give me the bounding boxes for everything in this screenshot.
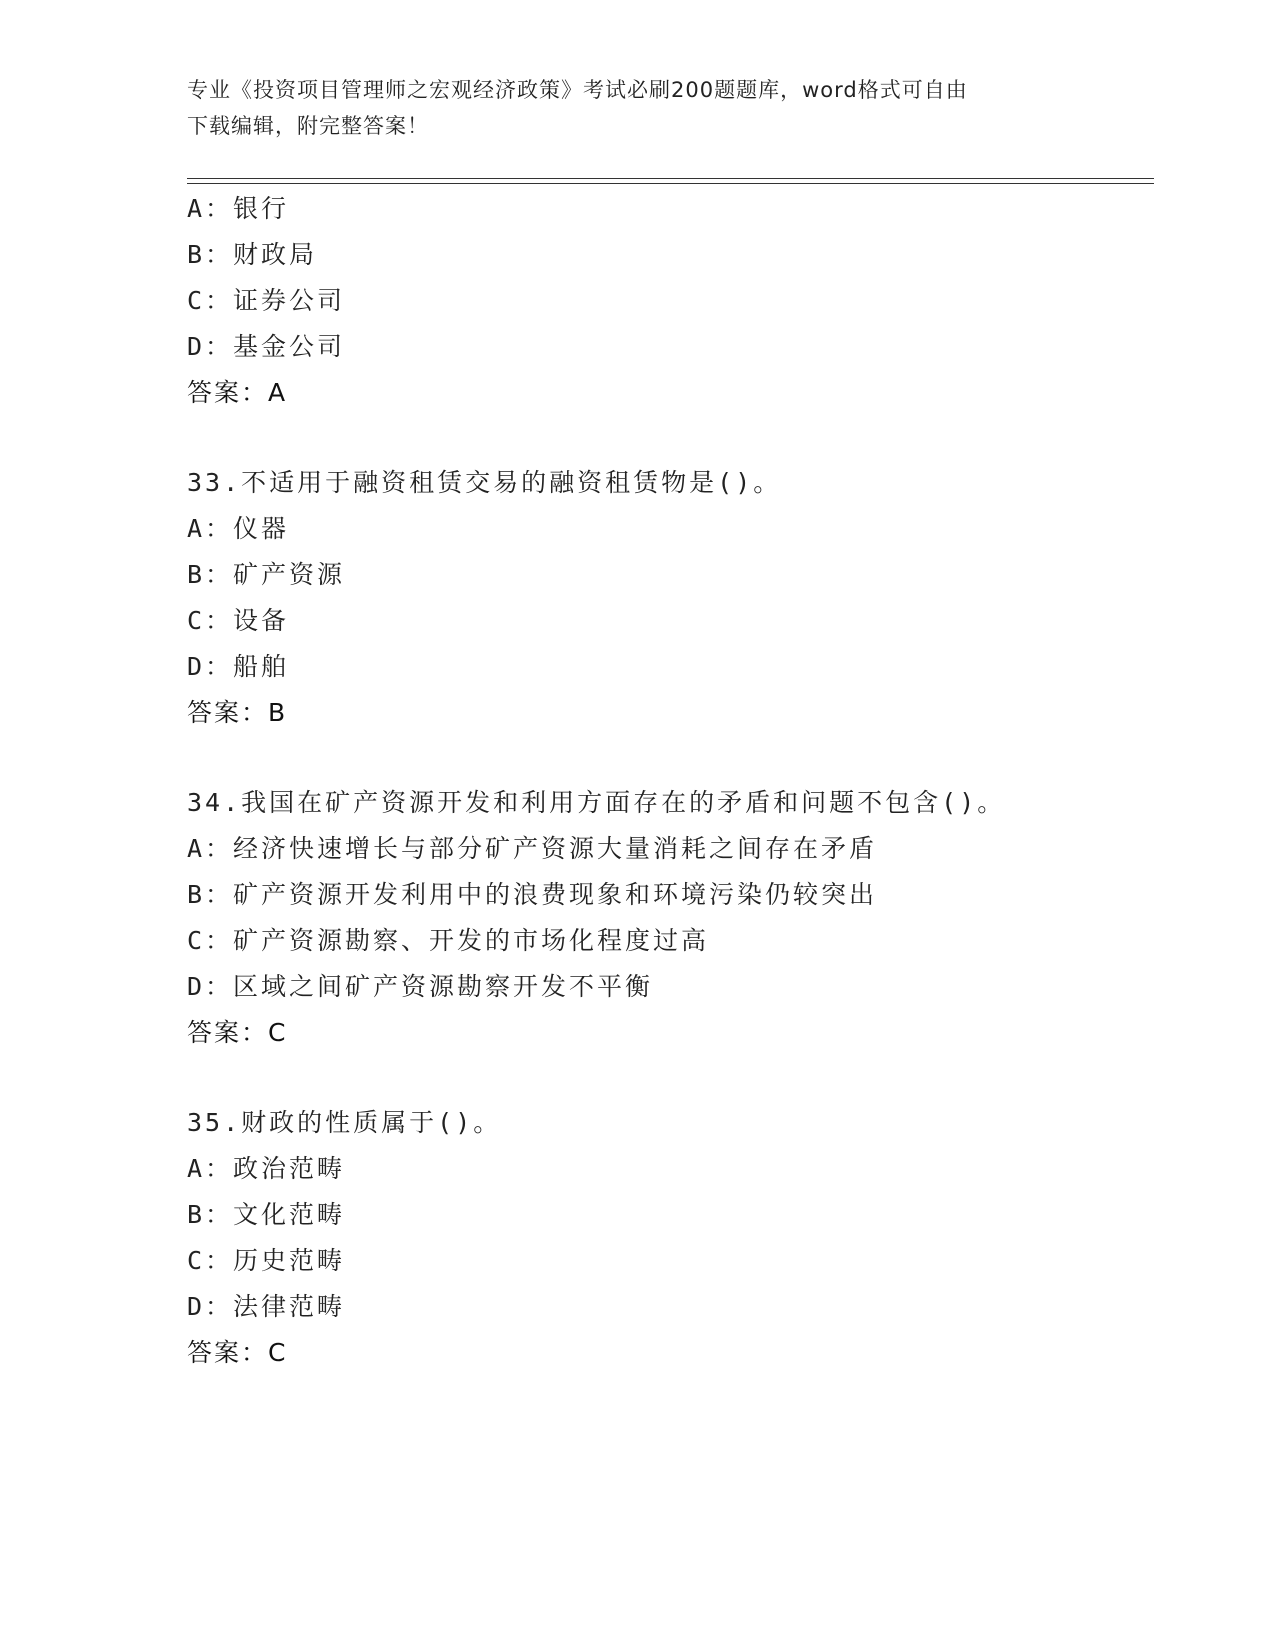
option-c: C：历史范畴 bbox=[187, 1246, 346, 1275]
option-d: D：区域之间矿产资源勘察开发不平衡 bbox=[187, 972, 654, 1001]
option-b: B：文化范畴 bbox=[187, 1200, 346, 1229]
answer-label: 答案：B bbox=[187, 698, 288, 727]
answer-label: 答案：C bbox=[187, 1018, 288, 1047]
question-block bbox=[187, 460, 1147, 736]
question-list bbox=[187, 186, 1147, 1376]
option-c: C：设备 bbox=[187, 606, 290, 635]
answer-label: 答案：A bbox=[187, 378, 288, 407]
option-d: D：法律范畴 bbox=[187, 1292, 346, 1321]
option-d: D：基金公司 bbox=[187, 332, 346, 361]
header-line-2: 下载编辑，附完整答案！ bbox=[187, 114, 429, 138]
question-text: 34.我国在矿产资源开发和利用方面存在的矛盾和问题不包含()。 bbox=[187, 788, 1006, 817]
header-divider-top bbox=[187, 178, 1154, 179]
document-header bbox=[187, 72, 1067, 144]
option-b: B：财政局 bbox=[187, 240, 318, 269]
question-text: 33.不适用于融资租赁交易的融资租赁物是()。 bbox=[187, 468, 782, 497]
spacer bbox=[187, 416, 1147, 460]
option-d: D：船舶 bbox=[187, 652, 290, 681]
header-line-1: 专业《投资项目管理师之宏观经济政策》考试必刷200题题库，word格式可自由 bbox=[187, 78, 968, 102]
question-block bbox=[187, 186, 1147, 416]
question-text: 35.财政的性质属于()。 bbox=[187, 1108, 502, 1137]
option-a: A：政治范畴 bbox=[187, 1154, 346, 1183]
question-block bbox=[187, 780, 1147, 1056]
option-b: B：矿产资源 bbox=[187, 560, 346, 589]
question-block bbox=[187, 1100, 1147, 1376]
option-a: A：仪器 bbox=[187, 514, 290, 543]
option-a: A：经济快速增长与部分矿产资源大量消耗之间存在矛盾 bbox=[187, 834, 878, 863]
option-c: C：矿产资源勘察、开发的市场化程度过高 bbox=[187, 926, 710, 955]
option-a: A：银行 bbox=[187, 194, 290, 223]
answer-label: 答案：C bbox=[187, 1338, 288, 1367]
option-b: B：矿产资源开发利用中的浪费现象和环境污染仍较突出 bbox=[187, 880, 878, 909]
spacer bbox=[187, 736, 1147, 780]
option-c: C：证券公司 bbox=[187, 286, 346, 315]
header-divider-bottom bbox=[187, 183, 1154, 184]
spacer bbox=[187, 1056, 1147, 1100]
